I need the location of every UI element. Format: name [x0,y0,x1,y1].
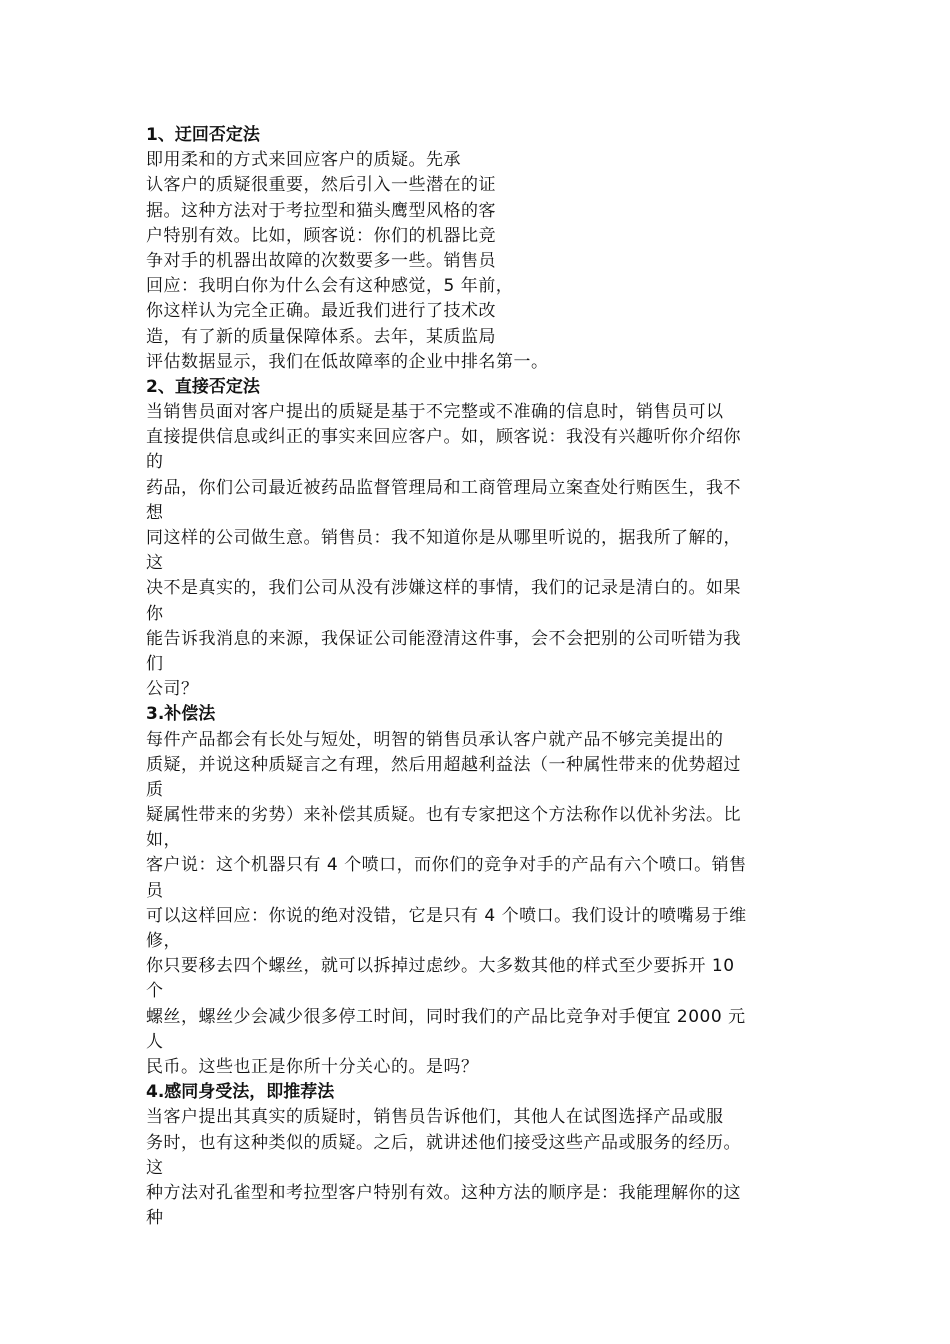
paragraph-line: 能告诉我消息的来源，我保证公司能澄清这件事，会不会把别的公司听错为我 [146,628,741,649]
paragraph-line: 如， [146,830,181,851]
section-heading: 3.补偿法 [146,704,216,725]
paragraph-line: 直接提供信息或纠正的事实来回应客户。如，顾客说：我没有兴趣听你介绍你 [146,427,741,448]
paragraph-line: 种 [146,1208,164,1229]
paragraph-line: 公司？ [146,679,199,700]
paragraph-line: 决不是真实的，我们公司从没有涉嫌这样的事情，我们的记录是清白的。如果 [146,578,741,599]
paragraph-line: 当客户提出其真实的质疑时，销售员告诉他们，其他人在试图选择产品或服 [146,1107,724,1128]
paragraph-line: 即用柔和的方式来回应客户的质疑。先承 [146,150,461,171]
paragraph-line: 民币。这些也正是你所十分关心的。是吗？ [146,1056,479,1077]
paragraph-line: 想 [146,502,164,523]
paragraph-line: 当销售员面对客户提出的质疑是基于不完整或不准确的信息时，销售员可以 [146,402,724,423]
paragraph-line: 人 [146,1031,164,1052]
paragraph-line: 质 [146,779,164,800]
paragraph-line: 的 [146,452,164,473]
paragraph-line: 造，有了新的质量保障体系。去年，某质监局 [146,326,496,347]
paragraph-line: 个 [146,981,164,1002]
paragraph-line: 种方法对孔雀型和考拉型客户特别有效。这种方法的顺序是：我能理解你的这 [146,1182,741,1203]
paragraph-line: 疑属性带来的劣势）来补偿其质疑。也有专家把这个方法称作以优补劣法。比 [146,805,741,826]
paragraph-line: 回应：我明白你为什么会有这种感觉，5 年前， [146,276,514,297]
paragraph-line: 螺丝，螺丝少会减少很多停工时间，同时我们的产品比竞争对手便宜 2000 元 [146,1006,746,1027]
paragraph-line: 修， [146,931,181,951]
paragraph-line: 你这样认为完全正确。最近我们进行了技术改 [146,301,496,322]
paragraph-line: 药品，你们公司最近被药品监督管理局和工商管理局立案查处行贿医生，我不 [146,477,741,498]
paragraph-line: 争对手的机器出故障的次数要多一些。销售员 [146,250,496,271]
paragraph-line: 员 [146,880,164,901]
paragraph-line: 同这样的公司做生意。销售员：我不知道你是从哪里听说的，据我所了解的， [146,528,741,548]
paragraph-line: 可以这样回应：你说的绝对没错，它是只有 4 个喷口。我们设计的喷嘴易于维 [146,905,747,926]
paragraph-line: 户特别有效。比如，顾客说：你们的机器比竞 [146,225,496,246]
paragraph-line: 们 [146,653,164,674]
paragraph-line: 你 [146,603,164,624]
paragraph-line: 这 [146,553,164,574]
paragraph-line: 每件产品都会有长处与短处，明智的销售员承认客户就产品不够完美提出的 [146,729,724,750]
paragraph-line: 客户说：这个机器只有 4 个喷口，而你们的竞争对手的产品有六个喷口。销售 [146,855,747,876]
paragraph-line: 这 [146,1157,164,1178]
section-heading: 4.感同身受法，即推荐法 [146,1082,335,1103]
section-heading: 1、迂回否定法 [146,125,260,145]
paragraph-line: 认客户的质疑很重要，然后引入一些潜在的证 [146,175,496,196]
document-body [146,123,806,1231]
paragraph-line: 务时，也有这种类似的质疑。之后，就讲述他们接受这些产品或服务的经历。 [146,1132,741,1153]
section-heading: 2、直接否定法 [146,376,260,397]
paragraph-line: 评估数据显示，我们在低故障率的企业中排名第一。 [146,351,549,372]
paragraph-line: 质疑，并说这种质疑言之有理，然后用超越利益法（一种属性带来的优势超过 [146,754,741,775]
paragraph-line: 你只要移去四个螺丝，就可以拆掉过虑纱。大多数其他的样式至少要拆开 10 [146,956,735,977]
paragraph-line: 据。这种方法对于考拉型和猫头鹰型风格的客 [146,200,496,221]
